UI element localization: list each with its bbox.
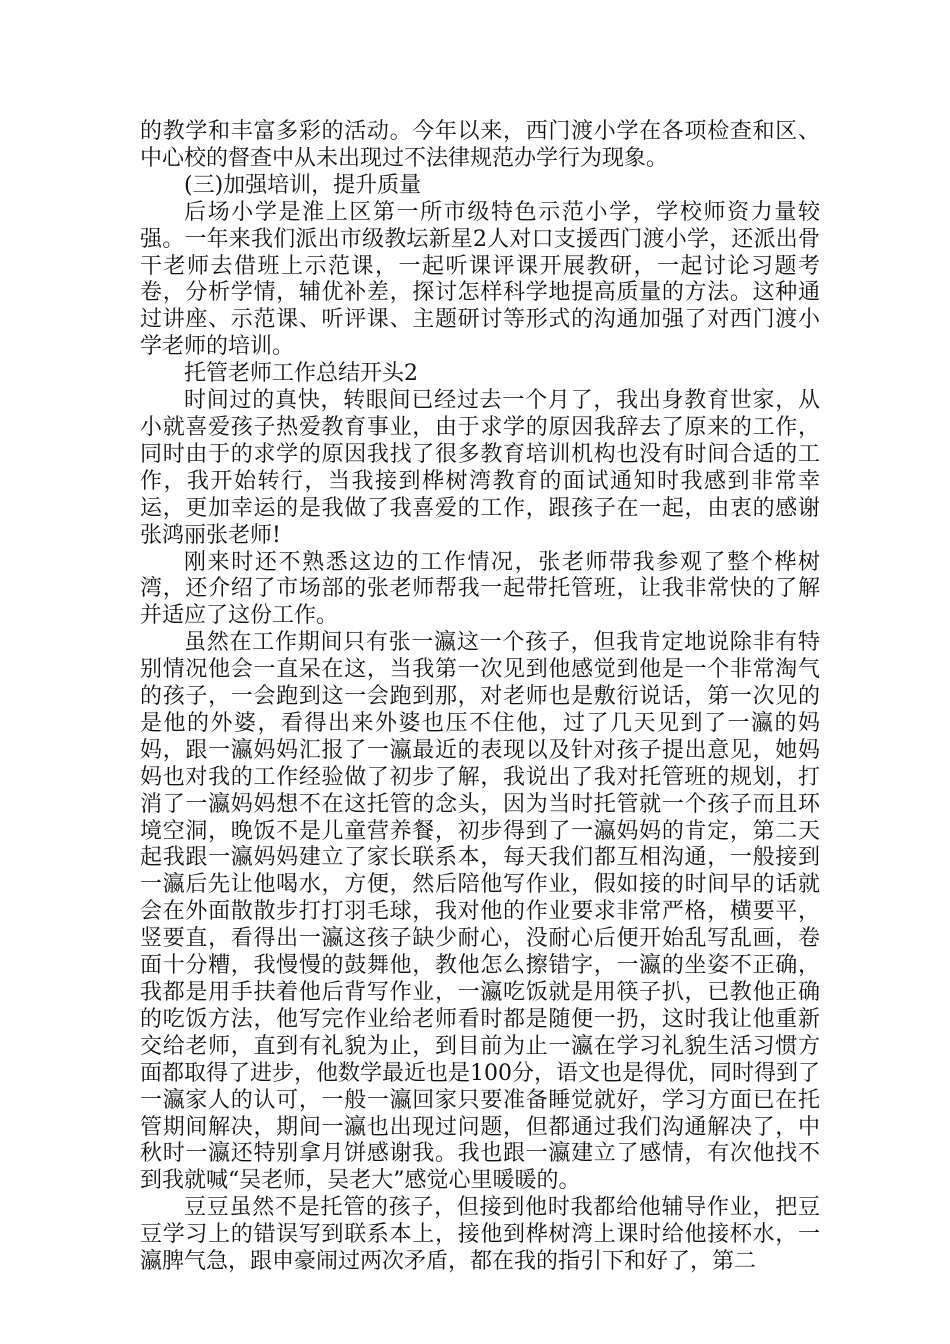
section-heading-summary: 托管老师工作总结开头2: [184, 361, 418, 387]
document-body: [140, 119, 820, 1276]
paragraph-intro: 时间过的真快，转眼间已经过去一个月了，我出身教育世家，从小就喜爱孩子热爱教育事业，由于求学的原因我辞去了原来的工作，同时由于的求学的原因我找了很多教育培训机构也没有时间合适的工作，我开始转行，当我接到桦树湾教育的面试通知时我感到非常幸运，更加幸运的是我做了我喜爱的工作，跟孩子在一起，由衷的感谢张鸿丽张老师!: [140, 388, 820, 548]
section-heading-training: (三)加强培训，提升质量: [184, 172, 422, 198]
paragraph-arrival: 刚来时还不熟悉这边的工作情况，张老师带我参观了整个桦树湾，还介绍了市场部的张老师帮我一起带托管班，让我非常快的了解并适应了这份工作。: [140, 549, 820, 629]
paragraph-continuation: 的教学和丰富多彩的活动。今年以来，西门渡小学在各项检查和区、中心校的督查中从未出现过不法律规范办学行为现象。: [140, 119, 820, 171]
paragraph-yiying: 虽然在工作期间只有张一瀛这一个孩子，但我肯定地说除非有特别情况他会一直呆在这，当我第一次见到他感觉到他是一个非常淘气的孩子，一会跑到这一会跑到那，对老师也是敷衍说话，第一次见的是他的外婆，看得出来外婆也压不住他，过了几天见到了一瀛的妈妈，跟一瀛妈妈汇报了一瀛最近的表现以及针对孩子提出意见，她妈妈也对我的工作经验做了初步了解，我说出了我对托管班的规划，打消了一瀛妈妈想不在这托管的念头，因为当时托管就一个孩子而且环境空洞，晚饭不是儿童营养餐，初步得到了一瀛妈妈的肯定，第二天起我跟一瀛妈妈建立了家长联系本，每天我们都互相沟通，一般接到一瀛后先让他喝水，方便，然后陪他写作业，假如接的时间早的话就会在外面散散步打打羽毛球，我对他的作业要求非常严格，横要平，竖要直，看得出一瀛这孩子缺少耐心，没耐心后便开始乱写乱画，卷面十分糟，我慢慢的鼓舞他，教他怎么擦错字，一瀛的坐姿不正确，我都是用手扶着他后背写作业，一瀛吃饭就是用筷子扒，已教他正确的吃饭方法，他写完作业给老师看时都是随便一扔，这时我让他重新交给老师，直到有礼貌为止，到目前为止一瀛在学习礼貌生活习惯方面都取得了进步，他数学最近也是100分，语文也是得优，同时得到了一瀛家人的认可，一般一瀛回家只要准备睡觉就好，学习方面已在托管期间解决，期间一瀛也出现过问题，但都通过我们沟通解决了，中秋时一瀛还特别拿月饼感谢我。我也跟一瀛建立了感情，有次他找不到我就喊“吴老师，吴老大”感觉心里暖暖的。: [140, 630, 820, 1194]
paragraph-training: 后场小学是淮上区第一所市级特色示范小学，学校师资力量较强。一年来我们派出市级教坛新星2人对口支援西门渡小学，还派出骨干老师去借班上示范课，一起听课评课开展教研，一起讨论习题考卷，分析学情，辅优补差，探讨怎样科学地提高质量的方法。这种通过讲座、示范课、听评课、主题研讨等形式的沟通加强了对西门渡小学老师的培训。: [140, 199, 820, 360]
paragraph-doudou: 豆豆虽然不是托管的孩子，但接到他时我都给他辅导作业，把豆豆学习上的错误写到联系本上，接他到桦树湾上课时给他接杯水，一瀛脾气急，跟申豪闹过两次矛盾，都在我的指引下和好了，第二: [140, 1195, 820, 1275]
